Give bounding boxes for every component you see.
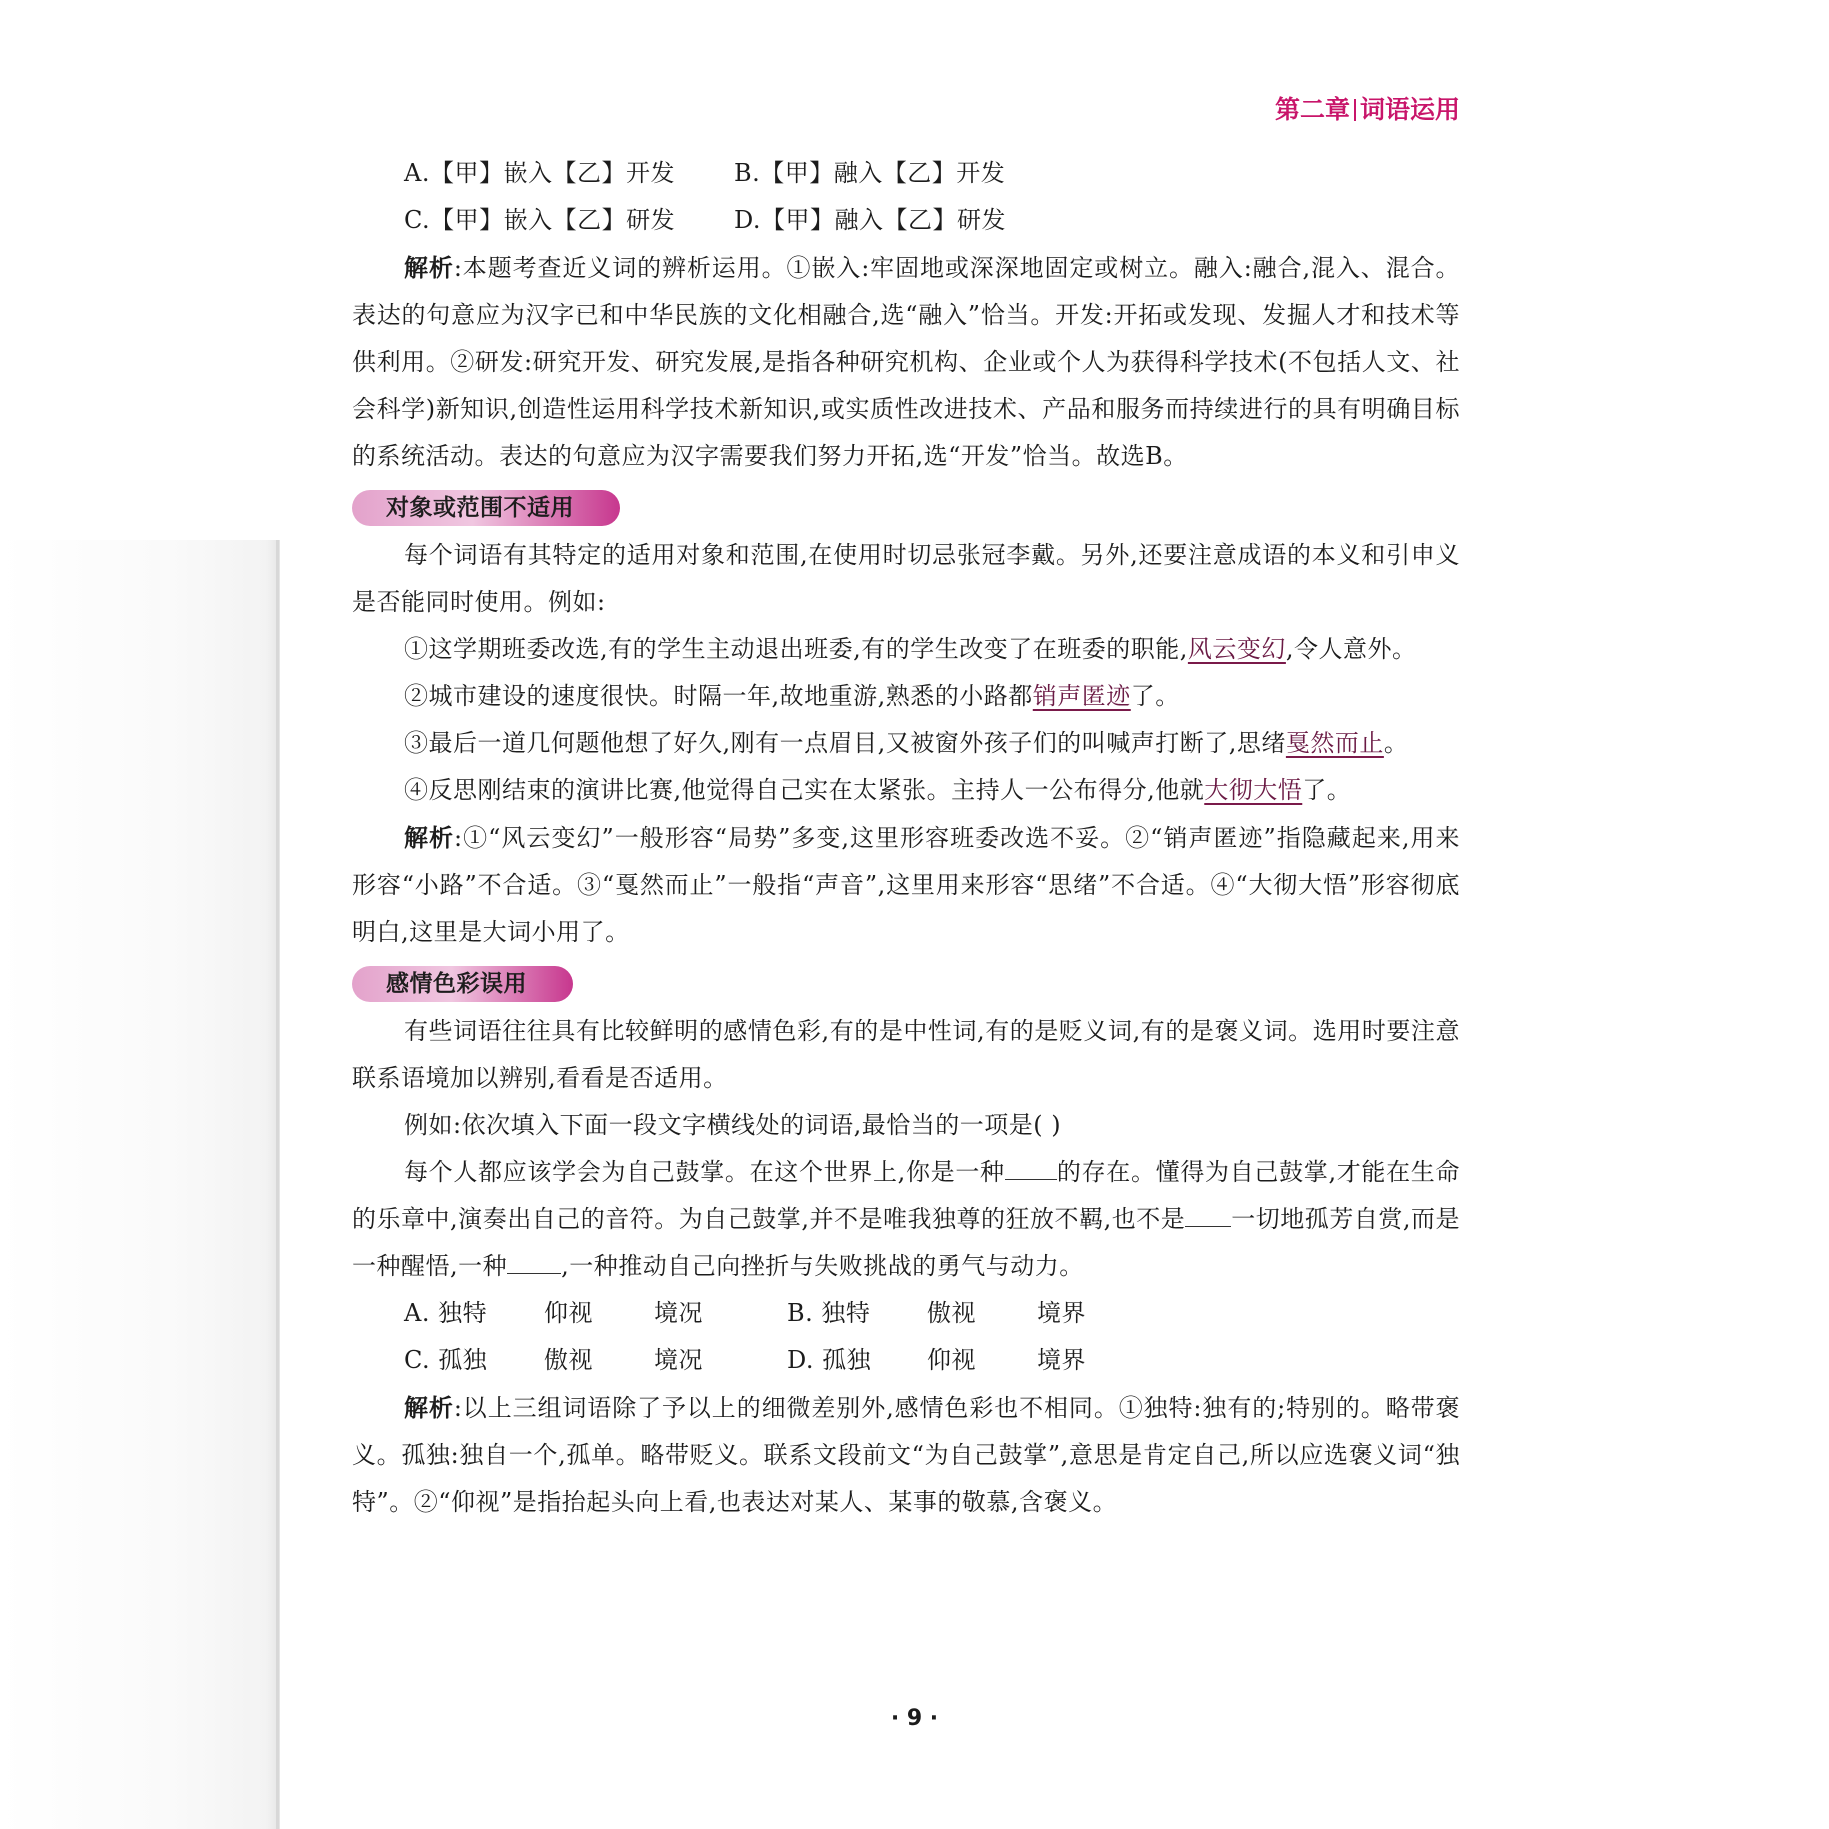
analysis-text: :以上三组词语除了予以上的细微差别外,感情色彩也不相同。①独特:独有的;特别的。略带褒义。孤独:独自一个,孤单。略带贬义。联系文段前文“为自己鼓掌”,意思是肯定自己,所以应选褒义词“独特”。②“仰视”是指抬起头向上看,也表达对某人、某事的敬慕,含褒义。 bbox=[352, 1394, 1461, 1516]
example-text: 了。 bbox=[1130, 682, 1180, 710]
choice-word: 傲视 bbox=[927, 1299, 976, 1327]
answer-blank bbox=[507, 1253, 561, 1274]
analysis-label: 解析 bbox=[404, 253, 454, 282]
choice-word: 傲视 bbox=[544, 1346, 593, 1374]
example-4 bbox=[352, 767, 1460, 814]
section-title: 感情色彩误用 bbox=[386, 971, 527, 997]
page-content bbox=[352, 150, 1460, 1526]
section-heading-emotion bbox=[352, 966, 573, 1002]
passage-text: 每个人都应该学会为自己鼓掌。在这个世界上,你是一种 bbox=[404, 1158, 1005, 1186]
answer-blank bbox=[1005, 1159, 1057, 1180]
answer-blank bbox=[1185, 1206, 1231, 1227]
choice-word: 境况 bbox=[654, 1346, 703, 1374]
option-d: D.【甲】融入【乙】研发 bbox=[734, 206, 1007, 234]
analysis-label: 解析 bbox=[404, 1393, 454, 1422]
underlined-term: 风云变幻 bbox=[1187, 635, 1286, 663]
section-intro: 每个词语有其特定的适用对象和范围,在使用时切忌张冠李戴。另外,还要注意成语的本义和引申义是否能同时使用。例如: bbox=[352, 541, 1460, 616]
underlined-term: 戛然而止 bbox=[1285, 729, 1384, 757]
choice-row bbox=[352, 1337, 1460, 1384]
option-row bbox=[352, 197, 1460, 244]
header-divider bbox=[1354, 99, 1356, 121]
choice-word: 境界 bbox=[1037, 1299, 1086, 1327]
choice-word: 仰视 bbox=[544, 1299, 593, 1327]
analysis-paragraph bbox=[352, 814, 1460, 956]
choice-word: 仰视 bbox=[927, 1346, 976, 1374]
passage-text: 的存在。懂得为自己鼓掌,才能在生命的乐章中,演奏出自己的音符。为自己鼓掌,并不是唯我独尊的狂放不羁,也不是 bbox=[352, 1158, 1460, 1233]
page-number: · 9 · bbox=[890, 1706, 939, 1731]
option-row bbox=[352, 150, 1460, 197]
section-title: 对象或范围不适用 bbox=[386, 495, 574, 521]
choice-d: D. 孤独 bbox=[787, 1346, 872, 1374]
choice-row bbox=[352, 1290, 1460, 1337]
example-text: 了。 bbox=[1302, 776, 1352, 804]
example-3 bbox=[352, 720, 1460, 767]
underlined-term: 销声匿迹 bbox=[1032, 682, 1131, 710]
analysis-paragraph bbox=[352, 1384, 1460, 1526]
example-text: ②城市建设的速度很快。时隔一年,故地重游,熟悉的小路都 bbox=[404, 682, 1033, 710]
page-shadow bbox=[0, 540, 280, 1829]
analysis-text: :本题考查近义词的辨析运用。①嵌入:牢固地或深深地固定或树立。融入:融合,混入、混合。表达的句意应为汉字已和中华民族的文化相融合,选“融入”恰当。开发:开拓或发现、发掘人才和技术等供利用。②研发:研究开发、研究发展,是指各种研究机构、企业或个人为获得科学技术(不包括人文、社会科学)新知识,创造性运用科学技术新知识,或实质性改进技术、产品和服务而持续进行的具有明确目标的系统活动。表达的句意应为汉字需要我们努力开拓,选“开发”恰当。故选B。 bbox=[352, 254, 1461, 470]
option-c: C.【甲】嵌入【乙】研发 bbox=[404, 206, 676, 234]
choice-word: 境况 bbox=[654, 1299, 703, 1327]
example-text: ④反思刚结束的演讲比赛,他觉得自己实在太紧张。主持人一公布得分,他就 bbox=[404, 776, 1205, 804]
passage-text: ,一种推动自己向挫折与失败挑战的勇气与动力。 bbox=[561, 1252, 1084, 1280]
choice-c: C. 孤独 bbox=[404, 1346, 488, 1374]
chapter-number: 第二章 bbox=[1274, 95, 1350, 124]
example-text: ③最后一道几何题他想了好久,刚有一点眉目,又被窗外孩子们的叫喊声打断了,思绪 bbox=[404, 729, 1286, 757]
analysis-text: :①“风云变幻”一般形容“局势”多变,这里形容班委改选不妥。②“销声匿迹”指隐藏起来,用来形容“小路”不合适。③“戛然而止”一般指“声音”,这里用来形容“思绪”不合适。④“大彻大悟”形容彻底明白,这里是大词小用了。 bbox=[352, 824, 1460, 946]
underlined-term: 大彻大悟 bbox=[1204, 776, 1303, 804]
section-intro: 有些词语往往具有比较鲜明的感情色彩,有的是中性词,有的是贬义词,有的是褒义词。选用时要注意联系语境加以辨别,看看是否适用。 bbox=[352, 1017, 1460, 1092]
example-text: ①这学期班委改选,有的学生主动退出班委,有的学生改变了在班委的职能, bbox=[404, 635, 1188, 663]
choice-word: 境界 bbox=[1037, 1346, 1086, 1374]
passage-text: 一切地孤芳自赏,而是一种醒悟,一种 bbox=[352, 1205, 1460, 1280]
option-a: A.【甲】嵌入【乙】开发 bbox=[404, 159, 675, 187]
chapter-header bbox=[1200, 90, 1460, 126]
option-b: B.【甲】融入【乙】开发 bbox=[734, 159, 1006, 187]
choice-a: A. 独特 bbox=[404, 1299, 488, 1327]
example-1 bbox=[352, 626, 1460, 673]
analysis-label: 解析 bbox=[404, 823, 455, 852]
section-heading-scope bbox=[352, 490, 620, 526]
example-text: ,令人意外。 bbox=[1285, 635, 1417, 663]
example-text: 。 bbox=[1383, 729, 1409, 757]
choice-b: B. 独特 bbox=[787, 1299, 871, 1327]
page-edge bbox=[276, 540, 279, 1829]
question-stem: 例如:依次填入下面一段文字横线处的词语,最恰当的一项是( ) bbox=[404, 1111, 1062, 1139]
passage bbox=[352, 1149, 1460, 1290]
example-2 bbox=[352, 673, 1460, 720]
chapter-title: 词语运用 bbox=[1359, 95, 1460, 124]
analysis-paragraph bbox=[352, 244, 1460, 480]
